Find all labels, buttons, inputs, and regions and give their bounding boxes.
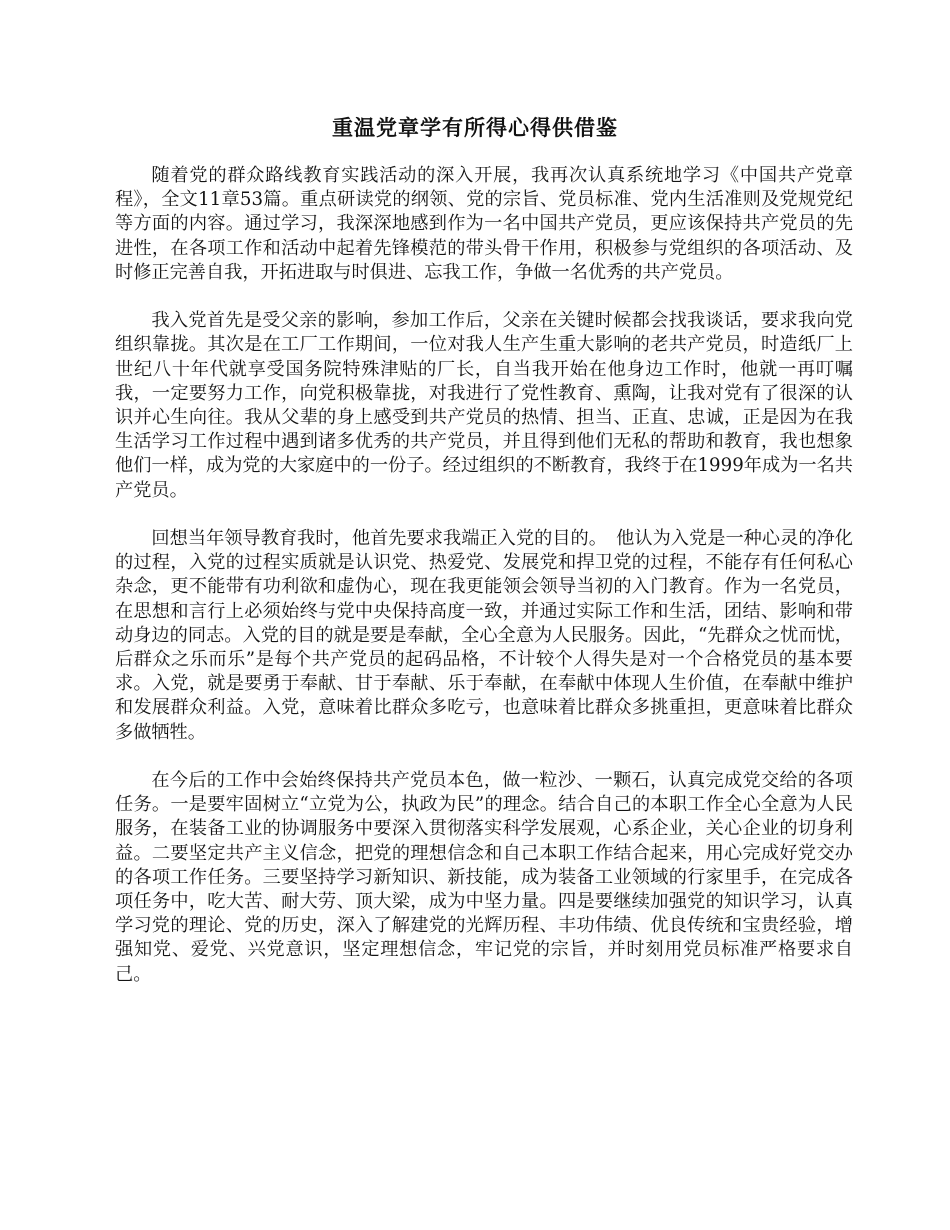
document-title: 重温党章学有所得心得供借鉴: [332, 115, 618, 140]
document-body: [115, 164, 853, 1011]
paragraph-4: 在今后的工作中会始终保持共产党员本色，做一粒沙、一颗石，认真完成党交给的各项任务。一是要牢固树立“立党为公，执政为民”的理念。结合自己的本职工作全心全意为人民服务，在装备工业的协调服务中要深入贯彻落实科学发展观，心系企业，关心企业的切身利益。二要坚定共产主义信念，把党的理想信念和自己本职工作结合起来，用心完成好党交办的各项工作任务。三要坚持学习新知识、新技能，成为装备工业领域的行家里手，在完成各项任务中，吃大苦、耐大劳、顶大梁，成为中坚力量。四是要继续加强党的知识学习，认真学习党的理论、党的历史，深入了解建党的光辉历程、丰功伟绩、优良传统和宝贵经验，增强知党、爱党、兴党意识，坚定理想信念，牢记党的宗旨，并时刻用党员标准严格要求自己。: [115, 770, 853, 985]
paragraph-2: 我入党首先是受父亲的影响，参加工作后，父亲在关键时候都会找我谈话，要求我向党组织靠拢。其次是在工厂工作期间，一位对我人生产生重大影响的老共产党员，时造纸厂上世纪八十年代就享受国务院特殊津贴的厂长，自当我开始在他身边工作时，他就一再叮嘱我，一定要努力工作，向党积极靠拢，对我进行了党性教育、熏陶，让我对党有了很深的认识并心生向往。我从父辈的身上感受到共产党员的热情、担当、正直、忠诚，正是因为在我生活学习工作过程中遇到诸多优秀的共产党员，并且得到他们无私的帮助和教育，我也想象他们一样，成为党的大家庭中的一份子。经过组织的不断教育，我终于在1999年成为一名共产党员。: [115, 310, 853, 501]
paragraph-1: 随着党的群众路线教育实践活动的深入开展，我再次认真系统地学习《中国共产党章程》，全文11章53篇。重点研读党的纲领、党的宗旨、党员标准、党内生活准则及党规党纪等方面的内容。通过学习，我深深地感到作为一名中国共产党员，更应该保持共产党员的先进性，在各项工作和活动中起着先锋模范的带头骨干作用，积极参与党组织的各项活动、及时修正完善自我，开拓进取与时俱进、忘我工作，争做一名优秀的共产党员。: [115, 165, 853, 283]
paragraph-3: 回想当年领导教育我时，他首先要求我端正入党的目的。 他认为入党是一种心灵的净化的过程，入党的过程实质就是认识党、热爱党、发展党和捍卫党的过程，不能存有任何私心杂念，更不能带有功利欲和虚伪心，现在我更能领会领导当初的入门教育。作为一名党员，在思想和言行上必须始终与党中央保持高度一致，并通过实际工作和生活，团结、影响和带动身边的同志。入党的目的就是要是奉献，全心全意为人民服务。因此，“先群众之忧而忧，后群众之乐而乐”是每个共产党员的起码品格，不计较个人得失是对一个合格党员的基本要求。入党，就是要勇于奉献、甘于奉献、乐于奉献，在奉献中体现人生价值，在奉献中维护和发展群众利益。入党，意味着比群众多吃亏，也意味着比群众多挑重担，更意味着比群众多做牺牲。: [115, 528, 853, 743]
